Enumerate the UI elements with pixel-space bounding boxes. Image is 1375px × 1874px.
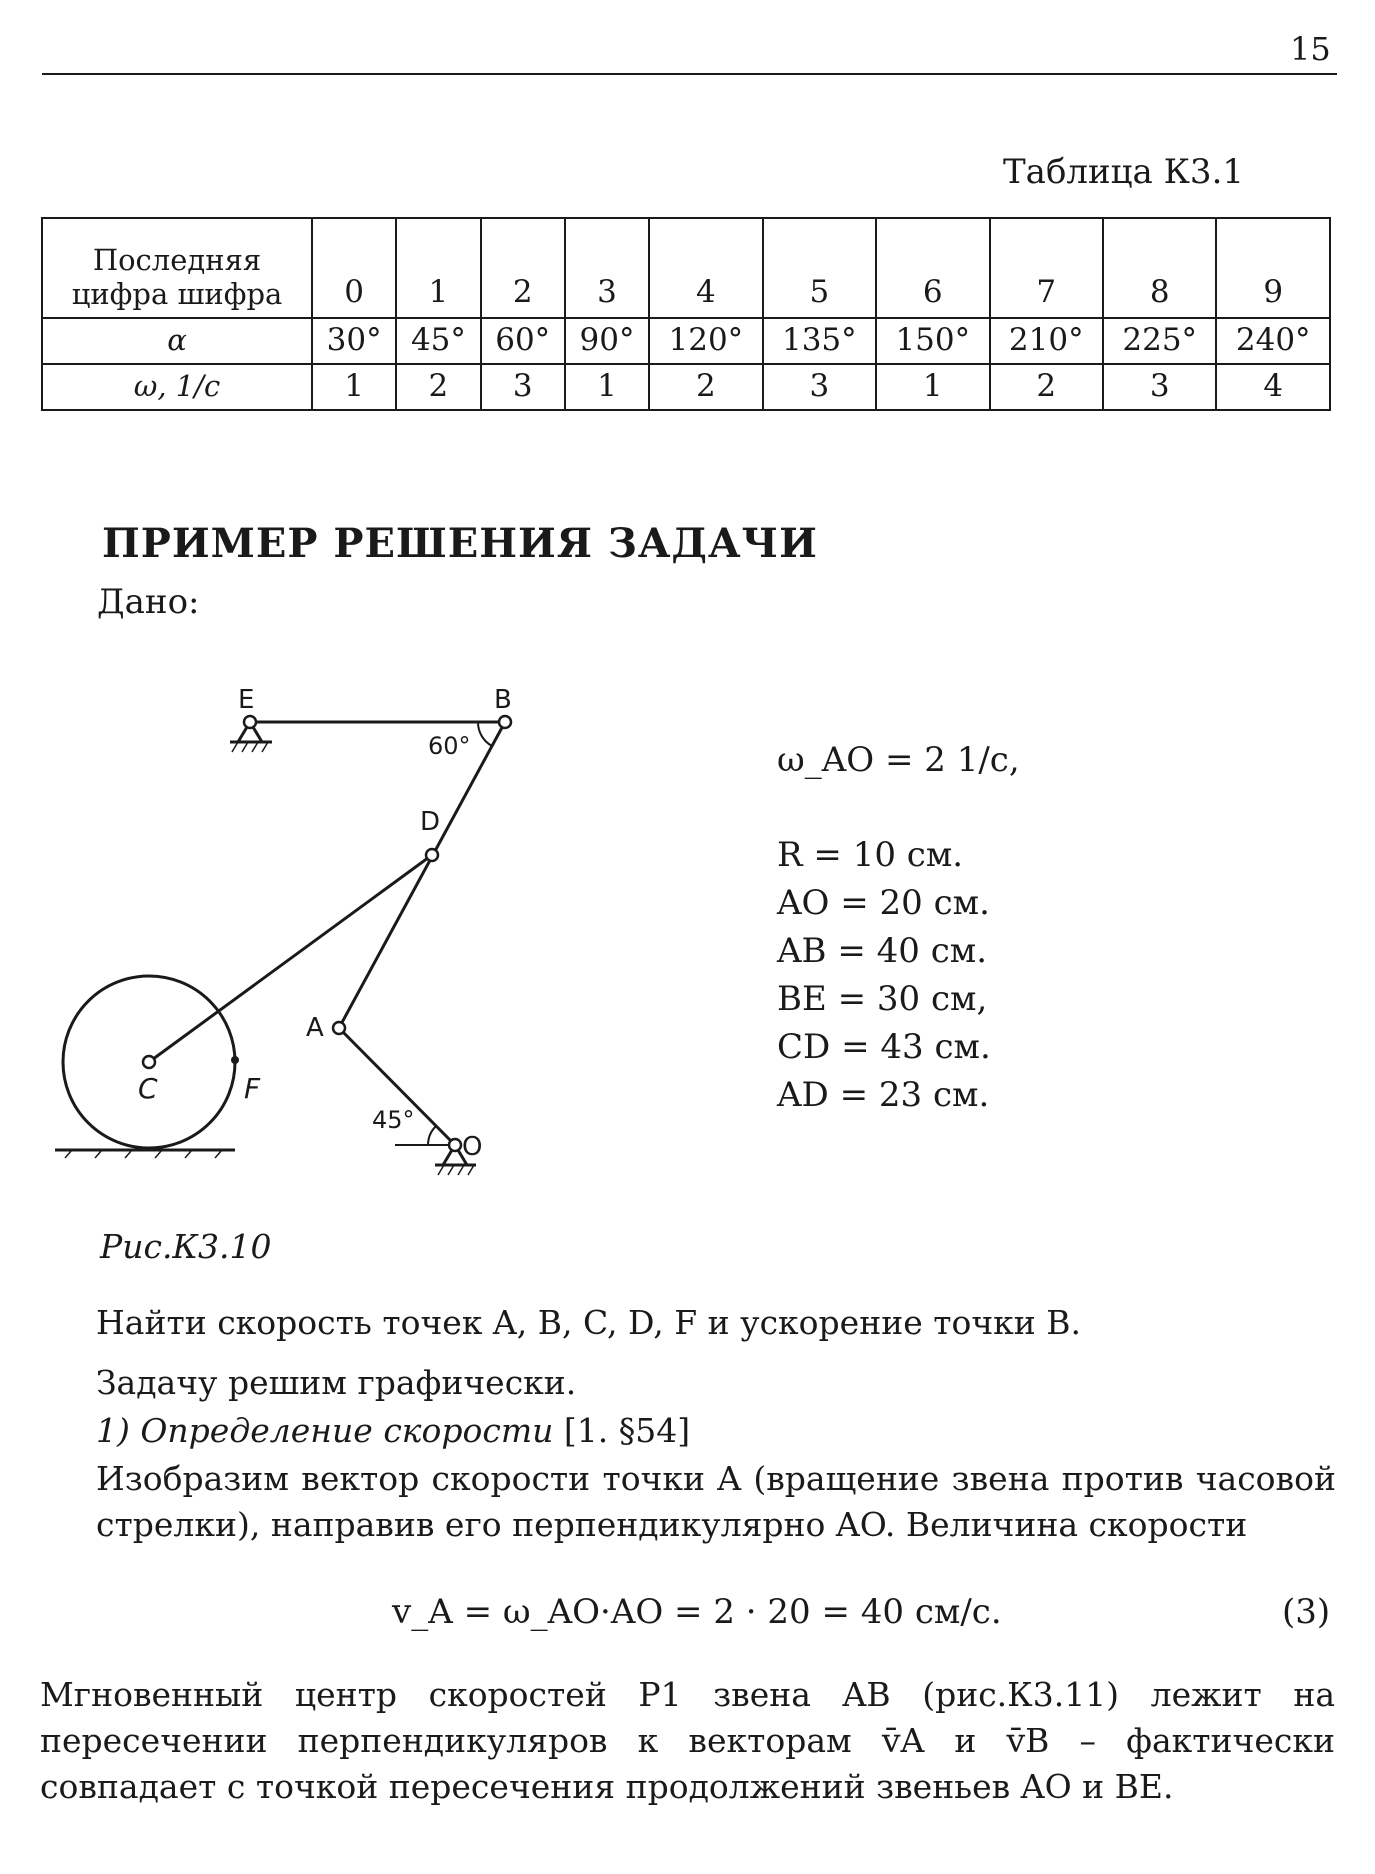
table-row-omega	[42, 364, 1330, 410]
alpha-cell: 30°	[312, 318, 396, 364]
omega-cell: 4	[1216, 364, 1330, 410]
point-f	[231, 1056, 239, 1064]
label-e: E	[238, 685, 255, 715]
label-o: O	[462, 1132, 483, 1162]
alpha-cell: 120°	[649, 318, 762, 364]
label-c: C	[138, 1072, 158, 1105]
hinge-e	[244, 716, 256, 728]
header-rule	[42, 73, 1337, 75]
alpha-cell: 150°	[876, 318, 989, 364]
label-f: F	[244, 1072, 261, 1105]
header-label-line2: цифра шифра	[71, 276, 283, 311]
given-label: Дано:	[97, 582, 200, 622]
header-label-cell	[42, 218, 312, 318]
param-ab: AB = 40 см.	[777, 931, 988, 971]
digit-cell: 9	[1216, 218, 1330, 318]
digit-cell: 5	[763, 218, 876, 318]
hinge-a	[333, 1022, 345, 1034]
alpha-cell: 45°	[396, 318, 480, 364]
omega-cell: 2	[396, 364, 480, 410]
hinge-d	[426, 849, 438, 861]
variant-table	[41, 217, 1331, 411]
omega-cell: 1	[312, 364, 396, 410]
alpha-cell: 60°	[481, 318, 565, 364]
omega-cell: 3	[481, 364, 565, 410]
omega-cell: 2	[990, 364, 1103, 410]
table-row-alpha	[42, 318, 1330, 364]
alpha-cell: 240°	[1216, 318, 1330, 364]
omega-cell: 1	[565, 364, 649, 410]
omega-cell: 2	[649, 364, 762, 410]
alpha-cell: 210°	[990, 318, 1103, 364]
hinge-b	[499, 716, 511, 728]
digit-cell: 6	[876, 218, 989, 318]
mechanism-figure	[50, 680, 570, 1220]
digit-cell: 2	[481, 218, 565, 318]
omega-cell: 1	[876, 364, 989, 410]
equation-number: (3)	[1282, 1592, 1331, 1632]
link-cd	[149, 855, 432, 1062]
alpha-cell: 90°	[565, 318, 649, 364]
param-ad: AD = 23 см.	[777, 1075, 990, 1115]
label-d: D	[420, 807, 441, 837]
page-number: 15	[1290, 30, 1331, 68]
label-angle-o: 45°	[372, 1106, 415, 1134]
param-r: R = 10 см.	[777, 835, 964, 875]
alpha-cell: 225°	[1103, 318, 1216, 364]
table-row-digits	[42, 218, 1330, 318]
param-cd: CD = 43 см.	[777, 1027, 991, 1067]
digit-cell: 4	[649, 218, 762, 318]
param-be: BE = 30 см,	[777, 979, 988, 1019]
angle-arc-b	[478, 722, 492, 746]
header-label-line1: Последняя	[92, 243, 262, 278]
step1-heading	[96, 1408, 1336, 1454]
digit-cell: 1	[396, 218, 480, 318]
link-ba	[339, 722, 505, 1028]
step1-title: 1) Определение скорости	[96, 1411, 554, 1450]
omega-label-cell: ω, 1/с	[42, 364, 312, 410]
label-b: B	[494, 685, 512, 715]
formula-va: v_A = ω_AO·AO = 2 · 20 = 40 см/с.	[392, 1592, 1002, 1632]
table-caption: Таблица К3.1	[1003, 152, 1245, 192]
label-a: A	[306, 1013, 324, 1043]
digit-cell: 8	[1103, 218, 1216, 318]
alpha-cell: 135°	[763, 318, 876, 364]
angle-arc-o	[428, 1126, 436, 1145]
digit-cell: 3	[565, 218, 649, 318]
hinge-o	[449, 1139, 461, 1151]
param-ao: AO = 20 см.	[777, 883, 990, 923]
label-angle-b: 60°	[428, 732, 471, 760]
paragraph-velocity-a: Изобразим вектор скорости точки A (вращение звена против часовой стрелки), направив его перпендикулярно AO. Величина скорости	[96, 1459, 1336, 1544]
omega-cell: 3	[763, 364, 876, 410]
digit-cell: 0	[312, 218, 396, 318]
alpha-label-cell: α	[42, 318, 312, 364]
paragraph-instant-center: Мгновенный центр скоростей P1 звена AB (рис.К3.11) лежит на пересечении перпендикуляров к векторам v̄A и v̄B – фактически совпадает с точкой пересечения продолжений звеньев AO и BE.	[40, 1675, 1335, 1806]
figure-caption: Рис.К3.10	[100, 1227, 272, 1266]
task-text: Найти скорость точек A, B, C, D, F и ускорение точки B.	[96, 1303, 1082, 1342]
hinge-c	[143, 1056, 155, 1068]
param-omega-ao: ω_AO = 2 1/c,	[777, 740, 1020, 780]
omega-cell: 3	[1103, 364, 1216, 410]
step1-reference: [1. §54]	[563, 1411, 691, 1450]
solve-text: Задачу решим графически.	[96, 1363, 577, 1402]
section-title: ПРИМЕР РЕШЕНИЯ ЗАДАЧИ	[102, 520, 818, 567]
digit-cell: 7	[990, 218, 1103, 318]
